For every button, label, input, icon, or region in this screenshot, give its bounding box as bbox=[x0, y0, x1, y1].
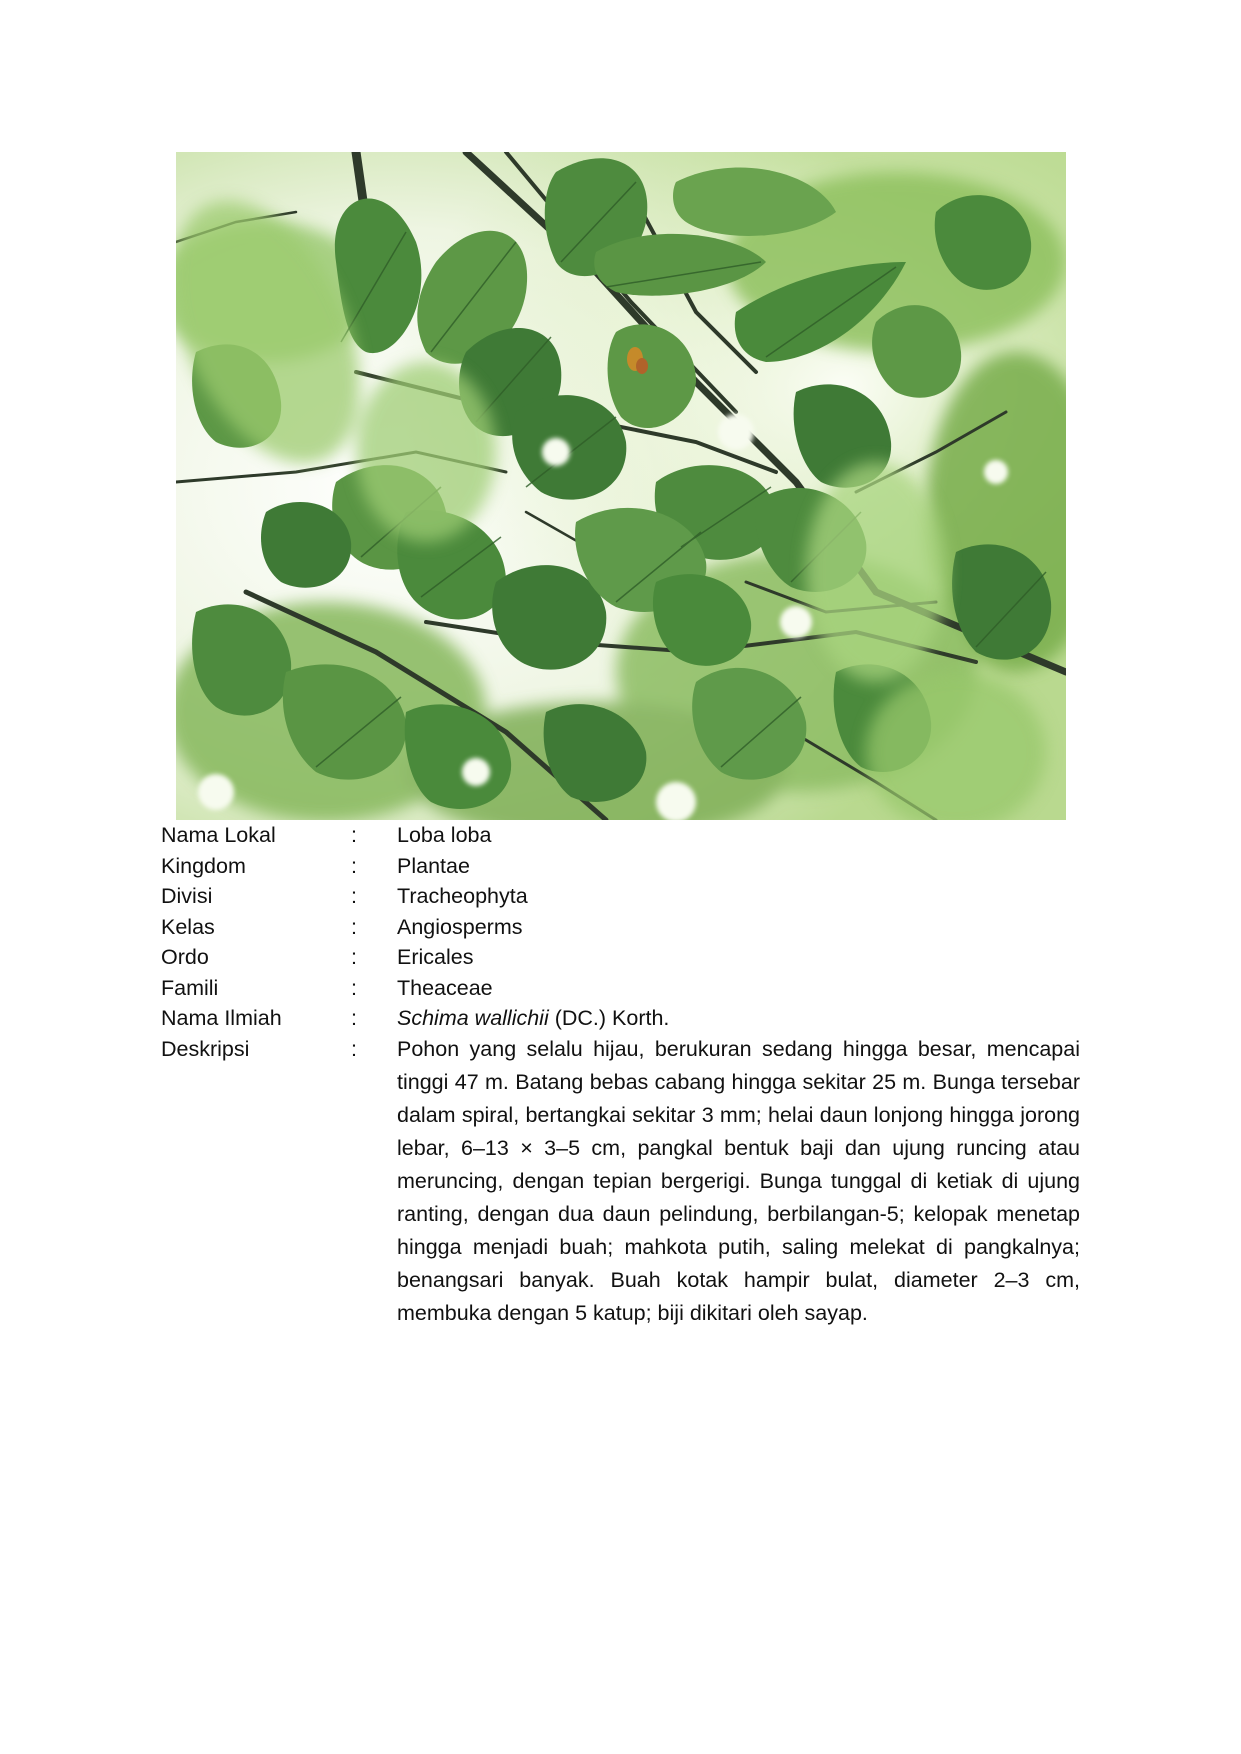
info-label: Deskripsi bbox=[161, 1036, 250, 1061]
info-separator: : bbox=[351, 823, 357, 847]
info-label: Ordo bbox=[161, 945, 209, 969]
info-label: Nama Lokal bbox=[161, 823, 276, 847]
scientific-name-value bbox=[397, 1003, 1080, 1034]
info-value: Loba loba bbox=[397, 823, 492, 847]
info-row-nama-ilmiah bbox=[161, 1003, 1081, 1034]
info-label: Divisi bbox=[161, 884, 213, 908]
info-row-nama-lokal bbox=[161, 820, 1081, 851]
description-text: Pohon yang selalu hijau, berukuran sedang hingga besar, mencapai tinggi 47 m. Batang bebas cabang hingga sekitar 25 m. Bunga tersebar dalam spiral, bertangkai sekitar 3 mm; helai daun lonjong hingga jorong lebar, 6–13 × 3–5 cm, pangkal bentuk baji dan ujung runcing atau meruncing, dengan tepian bergerigi. Bunga tunggal di ketiak di ujung ranting, dengan dua daun pelindung, berbilangan-5; kelopak menetap hingga menjadi buah; mahkota putih, saling melekat di pangkalnya; benangsari banyak. Buah kotak hampir bulat, diameter 2–3 cm, membuka dengan 5 katup; biji dikitari oleh sayap. bbox=[397, 1036, 1080, 1325]
info-separator: : bbox=[351, 853, 357, 878]
leaf-canopy-image bbox=[176, 152, 1066, 820]
scientific-name-authority: (DC.) Korth. bbox=[548, 1006, 670, 1030]
info-separator: : bbox=[351, 884, 357, 908]
info-separator: : bbox=[351, 914, 357, 939]
info-separator: : bbox=[351, 975, 357, 1000]
info-row-divisi bbox=[161, 881, 1081, 912]
info-row-famili bbox=[161, 973, 1081, 1004]
info-value: Tracheophyta bbox=[397, 884, 528, 908]
info-label: Famili bbox=[161, 975, 219, 1000]
plant-photo bbox=[176, 152, 1066, 820]
info-row-kingdom bbox=[161, 851, 1081, 882]
info-row-kelas bbox=[161, 912, 1081, 943]
info-row-ordo bbox=[161, 942, 1081, 973]
info-value: Ericales bbox=[397, 945, 474, 969]
info-separator: : bbox=[351, 1006, 357, 1030]
info-separator: : bbox=[351, 945, 357, 969]
info-label: Kingdom bbox=[161, 853, 246, 878]
taxonomy-info bbox=[161, 820, 1081, 1330]
info-value: Plantae bbox=[397, 853, 470, 878]
info-row-deskripsi bbox=[161, 1034, 1081, 1330]
info-label: Nama Ilmiah bbox=[161, 1006, 282, 1030]
info-label: Kelas bbox=[161, 914, 215, 939]
info-value: Angiosperms bbox=[397, 914, 523, 939]
info-separator: : bbox=[351, 1036, 357, 1061]
scientific-name-italic: Schima wallichii bbox=[397, 1006, 549, 1030]
info-value: Theaceae bbox=[397, 975, 493, 1000]
